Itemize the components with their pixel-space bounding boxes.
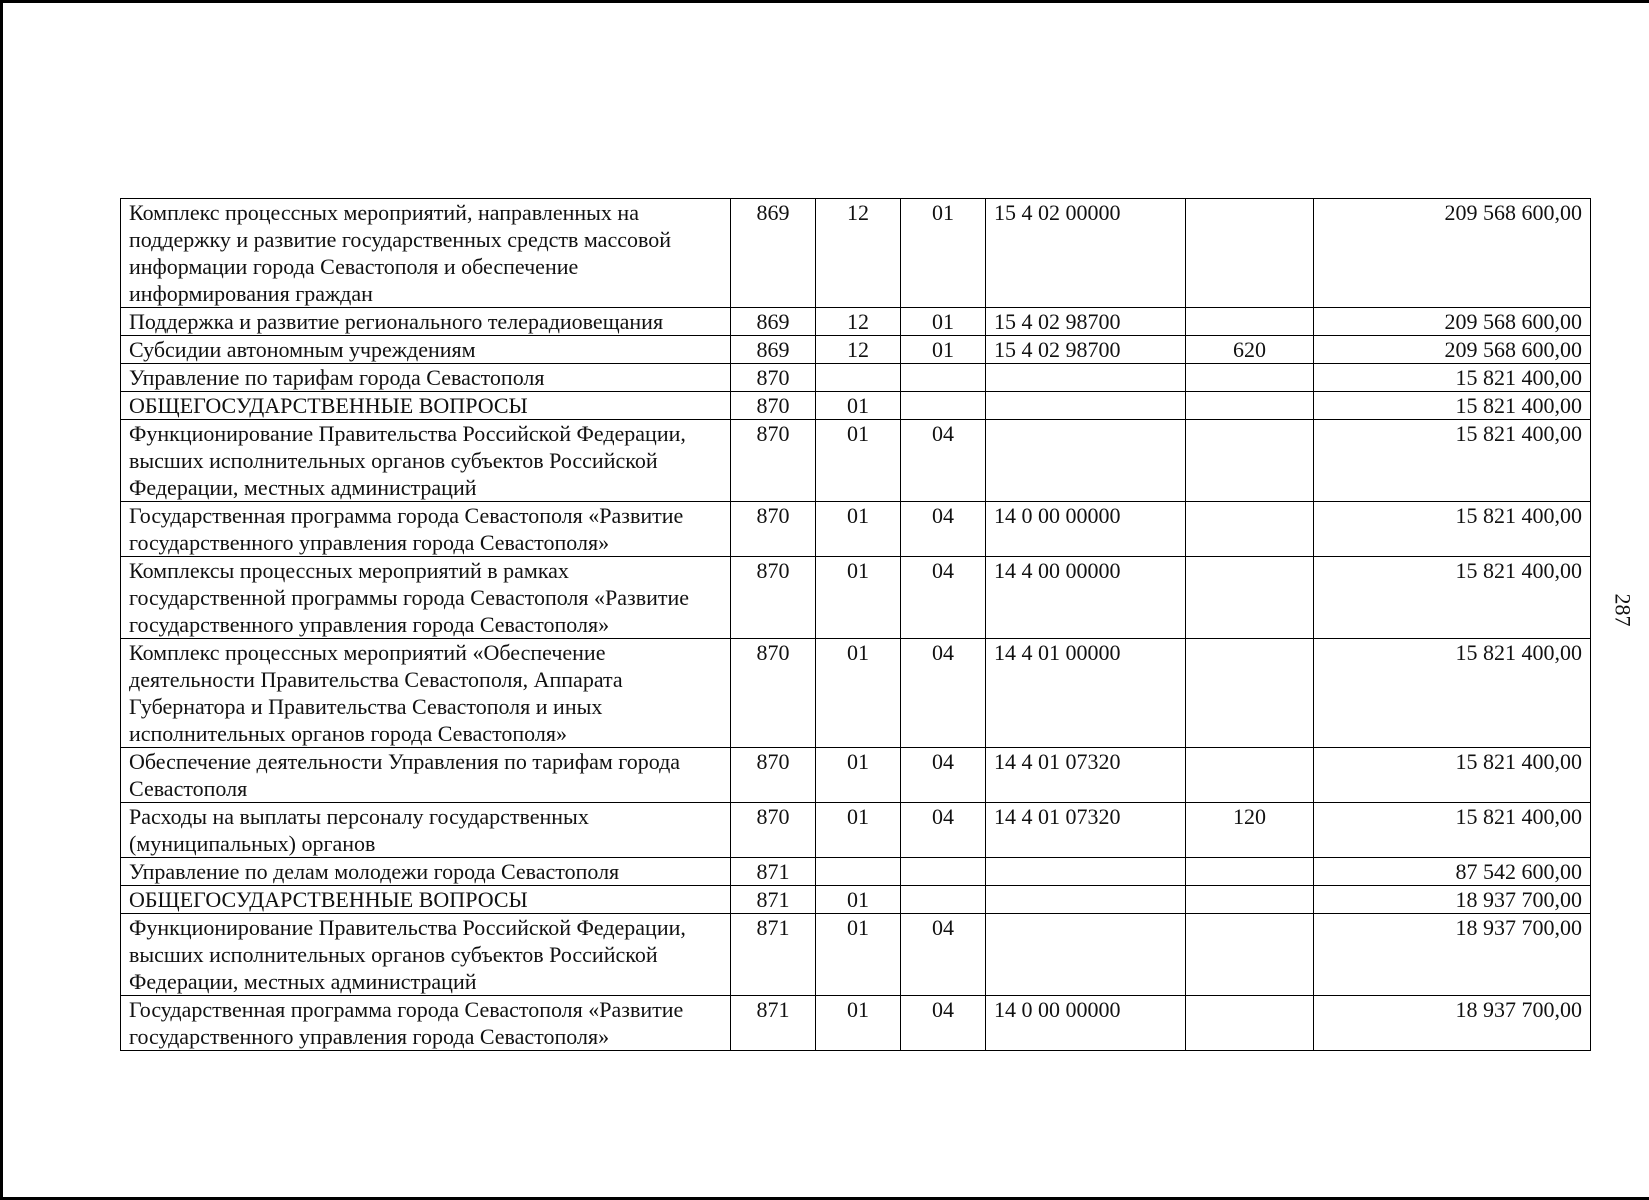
target-article-cell: 15 4 02 00000 bbox=[986, 199, 1186, 308]
amount-cell: 209 568 600,00 bbox=[1314, 336, 1591, 364]
department-code-cell: 870 bbox=[731, 557, 816, 639]
subsection-code-cell bbox=[901, 886, 986, 914]
section-code-cell: 01 bbox=[816, 914, 901, 996]
subsection-code-cell: 04 bbox=[901, 914, 986, 996]
target-article-cell: 15 4 02 98700 bbox=[986, 308, 1186, 336]
department-code-cell: 871 bbox=[731, 886, 816, 914]
target-article-cell: 14 4 01 07320 bbox=[986, 748, 1186, 803]
subsection-code-cell: 01 bbox=[901, 199, 986, 308]
target-article-cell bbox=[986, 886, 1186, 914]
expense-name-cell: Функционирование Правительства Российской Федерации, высших исполнительных органов субъектов Российской Федерации, местных администраций bbox=[121, 914, 731, 996]
expense-name-cell: Комплексы процессных мероприятий в рамках государственной программы города Севастополя «Развитие государственного управления города Севастополя» bbox=[121, 557, 731, 639]
target-article-cell: 14 0 00 00000 bbox=[986, 502, 1186, 557]
expense-type-cell bbox=[1186, 392, 1314, 420]
expense-name-cell: Государственная программа города Севастополя «Развитие государственного управления города Севастополя» bbox=[121, 996, 731, 1051]
section-code-cell: 01 bbox=[816, 996, 901, 1051]
section-code-cell: 01 bbox=[816, 639, 901, 748]
expense-name-cell: Субсидии автономным учреждениям bbox=[121, 336, 731, 364]
expense-type-cell bbox=[1186, 914, 1314, 996]
department-code-cell: 870 bbox=[731, 420, 816, 502]
subsection-code-cell: 04 bbox=[901, 502, 986, 557]
amount-cell: 18 937 700,00 bbox=[1314, 886, 1591, 914]
expense-name-cell: Комплекс процессных мероприятий, направленных на поддержку и развитие государственных средств массовой информации города Севастополя и обеспечение информирования граждан bbox=[121, 199, 731, 308]
subsection-code-cell: 04 bbox=[901, 748, 986, 803]
expense-name-cell: Обеспечение деятельности Управления по тарифам города Севастополя bbox=[121, 748, 731, 803]
table-row bbox=[121, 364, 1591, 392]
expense-type-cell: 120 bbox=[1186, 803, 1314, 858]
subsection-code-cell: 04 bbox=[901, 803, 986, 858]
department-code-cell: 869 bbox=[731, 336, 816, 364]
amount-cell: 15 821 400,00 bbox=[1314, 639, 1591, 748]
section-code-cell bbox=[816, 364, 901, 392]
amount-cell: 15 821 400,00 bbox=[1314, 392, 1591, 420]
subsection-code-cell: 01 bbox=[901, 336, 986, 364]
department-code-cell: 871 bbox=[731, 996, 816, 1051]
section-code-cell: 12 bbox=[816, 199, 901, 308]
table-row bbox=[121, 502, 1591, 557]
expense-name-cell: Расходы на выплаты персоналу государственных (муниципальных) органов bbox=[121, 803, 731, 858]
table-row bbox=[121, 858, 1591, 886]
department-code-cell: 870 bbox=[731, 392, 816, 420]
subsection-code-cell: 04 bbox=[901, 420, 986, 502]
target-article-cell bbox=[986, 392, 1186, 420]
table-row bbox=[121, 803, 1591, 858]
section-code-cell: 01 bbox=[816, 502, 901, 557]
expense-type-cell bbox=[1186, 557, 1314, 639]
amount-cell: 15 821 400,00 bbox=[1314, 502, 1591, 557]
expense-type-cell bbox=[1186, 996, 1314, 1051]
section-code-cell: 01 bbox=[816, 557, 901, 639]
table-row bbox=[121, 996, 1591, 1051]
expense-name-cell: Поддержка и развитие регионального телерадиовещания bbox=[121, 308, 731, 336]
expense-name-cell: ОБЩЕГОСУДАРСТВЕННЫЕ ВОПРОСЫ bbox=[121, 886, 731, 914]
department-code-cell: 870 bbox=[731, 748, 816, 803]
subsection-code-cell: 04 bbox=[901, 557, 986, 639]
amount-cell: 209 568 600,00 bbox=[1314, 308, 1591, 336]
target-article-cell: 14 4 01 00000 bbox=[986, 639, 1186, 748]
target-article-cell: 14 4 01 07320 bbox=[986, 803, 1186, 858]
section-code-cell bbox=[816, 858, 901, 886]
page-number: 287 bbox=[1610, 593, 1636, 627]
target-article-cell bbox=[986, 858, 1186, 886]
table-row bbox=[121, 420, 1591, 502]
department-code-cell: 870 bbox=[731, 502, 816, 557]
section-code-cell: 12 bbox=[816, 336, 901, 364]
expense-name-cell: Государственная программа города Севастополя «Развитие государственного управления города Севастополя» bbox=[121, 502, 731, 557]
amount-cell: 15 821 400,00 bbox=[1314, 557, 1591, 639]
expense-name-cell: Функционирование Правительства Российской Федерации, высших исполнительных органов субъектов Российской Федерации, местных администраций bbox=[121, 420, 731, 502]
expense-name-cell: Комплекс процессных мероприятий «Обеспечение деятельности Правительства Севастополя, Аппарата Губернатора и Правительства Севастополя и иных исполнительных органов города Севастополя» bbox=[121, 639, 731, 748]
table-row bbox=[121, 886, 1591, 914]
table-body bbox=[121, 199, 1591, 1051]
table-row bbox=[121, 748, 1591, 803]
budget-table bbox=[120, 198, 1591, 1051]
department-code-cell: 870 bbox=[731, 803, 816, 858]
target-article-cell bbox=[986, 914, 1186, 996]
amount-cell: 15 821 400,00 bbox=[1314, 748, 1591, 803]
department-code-cell: 870 bbox=[731, 364, 816, 392]
target-article-cell: 14 4 00 00000 bbox=[986, 557, 1186, 639]
section-code-cell: 01 bbox=[816, 886, 901, 914]
expense-type-cell bbox=[1186, 639, 1314, 748]
department-code-cell: 871 bbox=[731, 858, 816, 886]
subsection-code-cell bbox=[901, 364, 986, 392]
target-article-cell: 15 4 02 98700 bbox=[986, 336, 1186, 364]
expense-type-cell bbox=[1186, 748, 1314, 803]
target-article-cell: 14 0 00 00000 bbox=[986, 996, 1186, 1051]
expense-type-cell: 620 bbox=[1186, 336, 1314, 364]
table-row bbox=[121, 392, 1591, 420]
expense-type-cell bbox=[1186, 199, 1314, 308]
subsection-code-cell: 01 bbox=[901, 308, 986, 336]
table-row bbox=[121, 199, 1591, 308]
table-row bbox=[121, 914, 1591, 996]
expense-type-cell bbox=[1186, 364, 1314, 392]
expense-type-cell bbox=[1186, 420, 1314, 502]
expense-name-cell: Управление по тарифам города Севастополя bbox=[121, 364, 731, 392]
section-code-cell: 01 bbox=[816, 420, 901, 502]
amount-cell: 209 568 600,00 bbox=[1314, 199, 1591, 308]
subsection-code-cell bbox=[901, 858, 986, 886]
target-article-cell bbox=[986, 420, 1186, 502]
section-code-cell: 01 bbox=[816, 392, 901, 420]
table-row bbox=[121, 639, 1591, 748]
target-article-cell bbox=[986, 364, 1186, 392]
amount-cell: 18 937 700,00 bbox=[1314, 996, 1591, 1051]
subsection-code-cell bbox=[901, 392, 986, 420]
section-code-cell: 01 bbox=[816, 803, 901, 858]
department-code-cell: 871 bbox=[731, 914, 816, 996]
department-code-cell: 869 bbox=[731, 199, 816, 308]
table-row bbox=[121, 557, 1591, 639]
amount-cell: 15 821 400,00 bbox=[1314, 364, 1591, 392]
amount-cell: 15 821 400,00 bbox=[1314, 420, 1591, 502]
expense-type-cell bbox=[1186, 308, 1314, 336]
department-code-cell: 870 bbox=[731, 639, 816, 748]
subsection-code-cell: 04 bbox=[901, 639, 986, 748]
expense-type-cell bbox=[1186, 858, 1314, 886]
table-row bbox=[121, 308, 1591, 336]
expense-name-cell: ОБЩЕГОСУДАРСТВЕННЫЕ ВОПРОСЫ bbox=[121, 392, 731, 420]
expense-type-cell bbox=[1186, 886, 1314, 914]
table-row bbox=[121, 336, 1591, 364]
amount-cell: 87 542 600,00 bbox=[1314, 858, 1591, 886]
department-code-cell: 869 bbox=[731, 308, 816, 336]
section-code-cell: 01 bbox=[816, 748, 901, 803]
amount-cell: 18 937 700,00 bbox=[1314, 914, 1591, 996]
expense-type-cell bbox=[1186, 502, 1314, 557]
section-code-cell: 12 bbox=[816, 308, 901, 336]
amount-cell: 15 821 400,00 bbox=[1314, 803, 1591, 858]
subsection-code-cell: 04 bbox=[901, 996, 986, 1051]
expense-name-cell: Управление по делам молодежи города Севастополя bbox=[121, 858, 731, 886]
